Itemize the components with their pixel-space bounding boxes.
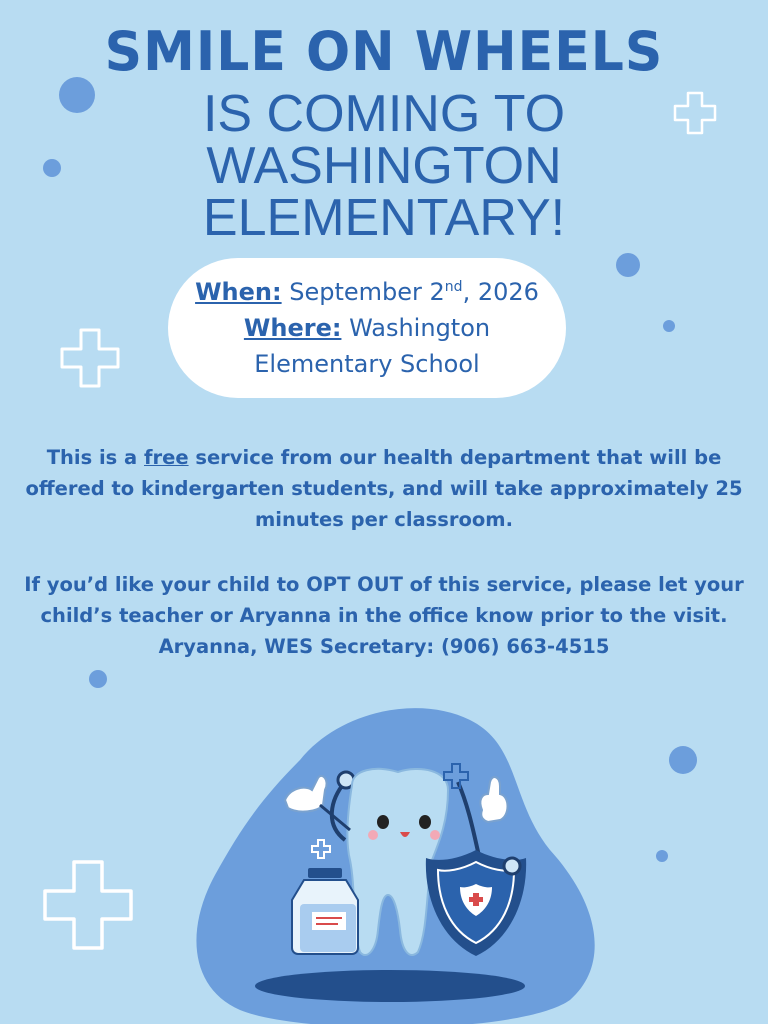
ground-shadow	[255, 970, 525, 1002]
event-details-card	[168, 258, 566, 398]
contact-line: Aryanna, WES Secretary: (906) 663-4515	[158, 635, 610, 658]
free-emphasis: free	[144, 446, 189, 469]
headline-subtitle	[0, 85, 768, 247]
plus-icon	[60, 328, 120, 388]
when-row	[168, 274, 566, 310]
opt-out-notice	[20, 569, 748, 662]
service-description	[20, 442, 748, 535]
headline-line: WASHINGTON	[206, 137, 562, 195]
headline-line: IS COMING TO	[202, 85, 566, 143]
decor-dot	[616, 253, 640, 277]
decor-dot	[89, 670, 107, 688]
headline-line: ELEMENTARY!	[202, 189, 566, 247]
when-label: When:	[195, 278, 282, 306]
text-line: If you’d like your child to OPT OUT of this service, please let your	[24, 573, 744, 596]
headline-brand: SMILE ON WHEELS	[104, 20, 664, 84]
decor-dot	[663, 320, 675, 332]
text-line: minutes per classroom.	[254, 508, 514, 531]
where-row-continued: Elementary School	[254, 350, 480, 378]
when-year: , 2026	[462, 278, 539, 306]
text-line: offered to kindergarten students, and will take approximately 25	[25, 477, 743, 500]
where-row	[168, 310, 566, 346]
text-line: child’s teacher or Aryanna in the office know prior to the visit.	[40, 604, 728, 627]
tooth-mascot-illustration	[0, 690, 768, 1024]
when-ordinal: nd	[444, 279, 463, 295]
where-label: Where:	[243, 314, 342, 342]
text-segment: service from our health department that will be	[188, 446, 722, 469]
text-line	[20, 442, 748, 473]
where-value: Washington	[341, 314, 491, 342]
when-value: September 2	[281, 278, 445, 306]
text-segment: This is a	[46, 446, 144, 469]
